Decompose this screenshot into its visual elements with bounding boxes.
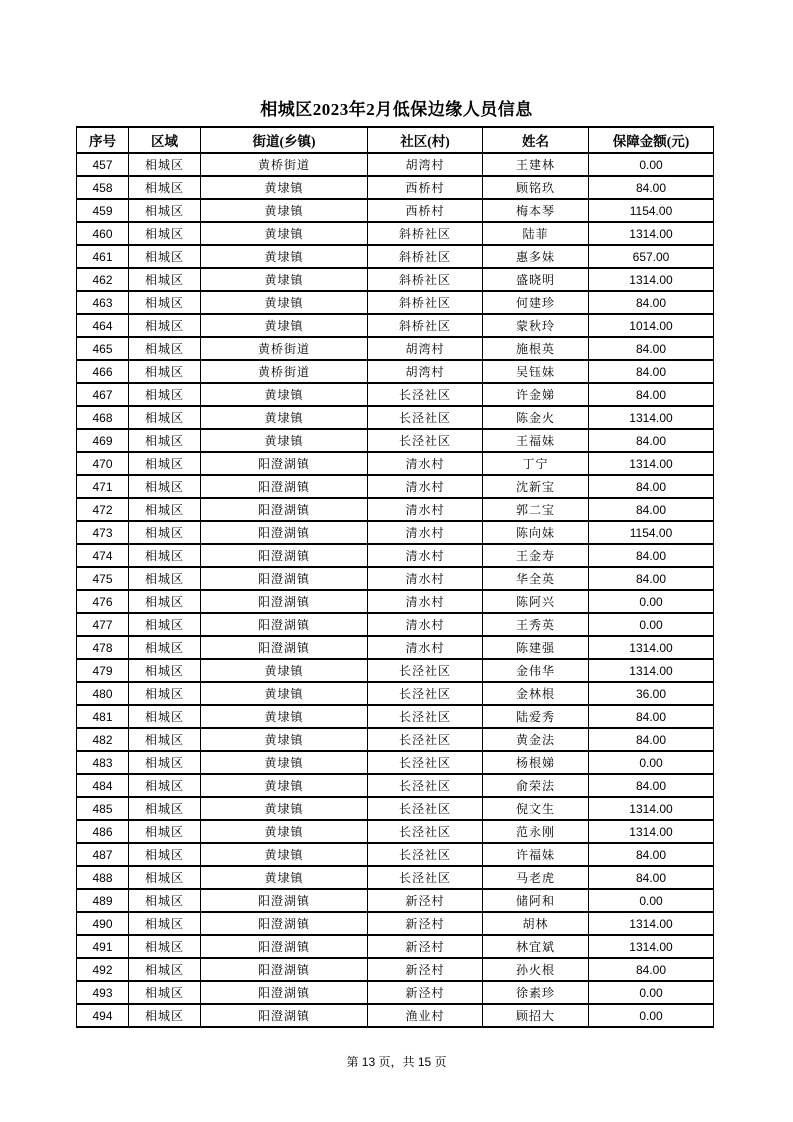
cell-amount: 1314.00 <box>589 659 714 682</box>
cell-seq: 491 <box>77 935 129 958</box>
cell-name: 金林根 <box>483 682 589 705</box>
cell-street: 黄埭镇 <box>201 866 368 889</box>
cell-seq: 472 <box>77 498 129 521</box>
cell-district: 相城区 <box>129 935 201 958</box>
cell-amount: 84.00 <box>589 475 714 498</box>
cell-district: 相城区 <box>129 429 201 452</box>
cell-seq: 482 <box>77 728 129 751</box>
cell-street: 阳澄湖镇 <box>201 475 368 498</box>
cell-name: 顾铭玖 <box>483 176 589 199</box>
cell-amount: 84.00 <box>589 958 714 981</box>
cell-community: 长泾社区 <box>368 751 483 774</box>
cell-district: 相城区 <box>129 176 201 199</box>
cell-district: 相城区 <box>129 360 201 383</box>
cell-street: 黄埭镇 <box>201 199 368 222</box>
cell-name: 陈向妹 <box>483 521 589 544</box>
table-row <box>77 590 714 613</box>
cell-seq: 480 <box>77 682 129 705</box>
table-row <box>77 958 714 981</box>
cell-seq: 487 <box>77 843 129 866</box>
cell-district: 相城区 <box>129 498 201 521</box>
cell-district: 相城区 <box>129 452 201 475</box>
cell-amount: 1154.00 <box>589 199 714 222</box>
cell-district: 相城区 <box>129 751 201 774</box>
cell-street: 黄埭镇 <box>201 705 368 728</box>
cell-community: 新泾村 <box>368 981 483 1004</box>
cell-street: 阳澄湖镇 <box>201 636 368 659</box>
table-row <box>77 452 714 475</box>
table-row <box>77 843 714 866</box>
cell-district: 相城区 <box>129 383 201 406</box>
cell-name: 梅本琴 <box>483 199 589 222</box>
cell-street: 阳澄湖镇 <box>201 889 368 912</box>
cell-community: 斜桥社区 <box>368 245 483 268</box>
cell-community: 清水村 <box>368 613 483 636</box>
cell-community: 斜桥社区 <box>368 222 483 245</box>
cell-district: 相城区 <box>129 636 201 659</box>
cell-name: 金伟华 <box>483 659 589 682</box>
table-row <box>77 544 714 567</box>
cell-seq: 490 <box>77 912 129 935</box>
page-title: 相城区2023年2月低保边缘人员信息 <box>260 100 533 119</box>
cell-community: 长泾社区 <box>368 843 483 866</box>
table-row <box>77 337 714 360</box>
cell-street: 黄桥街道 <box>201 153 368 176</box>
table-row <box>77 406 714 429</box>
cell-community: 新泾村 <box>368 889 483 912</box>
cell-seq: 460 <box>77 222 129 245</box>
cell-amount: 1314.00 <box>589 406 714 429</box>
cell-community: 长泾社区 <box>368 728 483 751</box>
cell-community: 清水村 <box>368 590 483 613</box>
cell-seq: 488 <box>77 866 129 889</box>
cell-amount: 36.00 <box>589 682 714 705</box>
cell-community: 胡湾村 <box>368 153 483 176</box>
cell-amount: 1014.00 <box>589 314 714 337</box>
cell-community: 西桥村 <box>368 176 483 199</box>
cell-community: 长泾社区 <box>368 682 483 705</box>
cell-district: 相城区 <box>129 797 201 820</box>
cell-amount: 657.00 <box>589 245 714 268</box>
cell-name: 陆菲 <box>483 222 589 245</box>
cell-community: 长泾社区 <box>368 705 483 728</box>
cell-community: 新泾村 <box>368 958 483 981</box>
cell-name: 吴钰妹 <box>483 360 589 383</box>
cell-street: 黄埭镇 <box>201 383 368 406</box>
cell-name: 顾招大 <box>483 1004 589 1027</box>
table-row <box>77 912 714 935</box>
cell-amount: 84.00 <box>589 498 714 521</box>
cell-name: 丁宁 <box>483 452 589 475</box>
cell-street: 黄桥街道 <box>201 360 368 383</box>
cell-name: 胡林 <box>483 912 589 935</box>
cell-seq: 462 <box>77 268 129 291</box>
column-header-community: 社区(村) <box>368 127 483 153</box>
cell-district: 相城区 <box>129 820 201 843</box>
cell-district: 相城区 <box>129 912 201 935</box>
cell-street: 阳澄湖镇 <box>201 613 368 636</box>
cell-street: 阳澄湖镇 <box>201 958 368 981</box>
cell-amount: 0.00 <box>589 1004 714 1027</box>
table-row <box>77 728 714 751</box>
cell-community: 胡湾村 <box>368 360 483 383</box>
table-header-row <box>77 127 714 153</box>
cell-name: 陆爱秀 <box>483 705 589 728</box>
cell-amount: 84.00 <box>589 866 714 889</box>
cell-name: 王福妹 <box>483 429 589 452</box>
cell-amount: 84.00 <box>589 843 714 866</box>
cell-seq: 494 <box>77 1004 129 1027</box>
cell-district: 相城区 <box>129 521 201 544</box>
cell-seq: 473 <box>77 521 129 544</box>
cell-community: 清水村 <box>368 452 483 475</box>
benefits-table <box>76 126 714 1028</box>
cell-seq: 466 <box>77 360 129 383</box>
cell-community: 清水村 <box>368 567 483 590</box>
table-row <box>77 751 714 774</box>
cell-name: 王秀英 <box>483 613 589 636</box>
cell-seq: 470 <box>77 452 129 475</box>
table-row <box>77 222 714 245</box>
cell-community: 长泾社区 <box>368 774 483 797</box>
cell-seq: 475 <box>77 567 129 590</box>
cell-amount: 1314.00 <box>589 268 714 291</box>
cell-name: 郭二宝 <box>483 498 589 521</box>
cell-name: 俞荣法 <box>483 774 589 797</box>
cell-amount: 0.00 <box>589 153 714 176</box>
table-row <box>77 705 714 728</box>
cell-amount: 1314.00 <box>589 636 714 659</box>
table-row <box>77 475 714 498</box>
cell-name: 许福妹 <box>483 843 589 866</box>
cell-district: 相城区 <box>129 544 201 567</box>
cell-name: 林宜斌 <box>483 935 589 958</box>
cell-name: 倪文生 <box>483 797 589 820</box>
cell-community: 胡湾村 <box>368 337 483 360</box>
table-row <box>77 291 714 314</box>
cell-street: 黄埭镇 <box>201 728 368 751</box>
cell-street: 黄埭镇 <box>201 176 368 199</box>
cell-seq: 465 <box>77 337 129 360</box>
cell-seq: 461 <box>77 245 129 268</box>
cell-amount: 84.00 <box>589 728 714 751</box>
table-row <box>77 567 714 590</box>
cell-district: 相城区 <box>129 774 201 797</box>
cell-name: 陈金火 <box>483 406 589 429</box>
column-header-district: 区域 <box>129 127 201 153</box>
cell-district: 相城区 <box>129 1004 201 1027</box>
cell-street: 黄埭镇 <box>201 751 368 774</box>
table-row <box>77 429 714 452</box>
cell-street: 阳澄湖镇 <box>201 590 368 613</box>
cell-seq: 477 <box>77 613 129 636</box>
column-header-amount: 保障金额(元) <box>589 127 714 153</box>
cell-district: 相城区 <box>129 728 201 751</box>
table-row <box>77 636 714 659</box>
table-row <box>77 360 714 383</box>
cell-community: 清水村 <box>368 521 483 544</box>
cell-community: 长泾社区 <box>368 659 483 682</box>
table-row <box>77 245 714 268</box>
cell-name: 何建珍 <box>483 291 589 314</box>
cell-community: 清水村 <box>368 475 483 498</box>
cell-amount: 1314.00 <box>589 452 714 475</box>
cell-community: 新泾村 <box>368 912 483 935</box>
cell-seq: 464 <box>77 314 129 337</box>
cell-seq: 485 <box>77 797 129 820</box>
cell-seq: 458 <box>77 176 129 199</box>
cell-district: 相城区 <box>129 153 201 176</box>
cell-amount: 84.00 <box>589 291 714 314</box>
cell-name: 沈新宝 <box>483 475 589 498</box>
cell-seq: 493 <box>77 981 129 1004</box>
table-row <box>77 613 714 636</box>
cell-district: 相城区 <box>129 567 201 590</box>
cell-street: 黄桥街道 <box>201 337 368 360</box>
cell-street: 黄埭镇 <box>201 245 368 268</box>
cell-seq: 468 <box>77 406 129 429</box>
cell-name: 华全英 <box>483 567 589 590</box>
cell-community: 长泾社区 <box>368 797 483 820</box>
cell-amount: 1314.00 <box>589 912 714 935</box>
cell-amount: 0.00 <box>589 751 714 774</box>
cell-community: 渔业村 <box>368 1004 483 1027</box>
cell-amount: 1154.00 <box>589 521 714 544</box>
cell-seq: 484 <box>77 774 129 797</box>
table-row <box>77 820 714 843</box>
cell-community: 斜桥社区 <box>368 291 483 314</box>
table-row <box>77 659 714 682</box>
cell-name: 许金娣 <box>483 383 589 406</box>
cell-amount: 1314.00 <box>589 820 714 843</box>
cell-street: 黄埭镇 <box>201 291 368 314</box>
cell-community: 长泾社区 <box>368 406 483 429</box>
cell-seq: 478 <box>77 636 129 659</box>
cell-amount: 1314.00 <box>589 222 714 245</box>
column-header-name: 姓名 <box>483 127 589 153</box>
page-number-footer: 第 13 页，共 15 页 <box>346 1055 447 1069</box>
cell-seq: 489 <box>77 889 129 912</box>
cell-name: 范永刚 <box>483 820 589 843</box>
cell-street: 阳澄湖镇 <box>201 1004 368 1027</box>
cell-amount: 1314.00 <box>589 935 714 958</box>
cell-name: 盛晓明 <box>483 268 589 291</box>
cell-amount: 0.00 <box>589 613 714 636</box>
cell-street: 黄埭镇 <box>201 843 368 866</box>
cell-community: 长泾社区 <box>368 429 483 452</box>
cell-amount: 84.00 <box>589 544 714 567</box>
table-row <box>77 682 714 705</box>
table-row <box>77 176 714 199</box>
cell-community: 长泾社区 <box>368 383 483 406</box>
cell-seq: 471 <box>77 475 129 498</box>
cell-name: 陈建强 <box>483 636 589 659</box>
cell-street: 阳澄湖镇 <box>201 521 368 544</box>
cell-seq: 481 <box>77 705 129 728</box>
cell-community: 新泾村 <box>368 935 483 958</box>
cell-street: 黄埭镇 <box>201 820 368 843</box>
cell-district: 相城区 <box>129 199 201 222</box>
cell-community: 长泾社区 <box>368 820 483 843</box>
cell-name: 王建林 <box>483 153 589 176</box>
table-row <box>77 268 714 291</box>
cell-seq: 476 <box>77 590 129 613</box>
cell-seq: 486 <box>77 820 129 843</box>
cell-district: 相城区 <box>129 222 201 245</box>
cell-amount: 84.00 <box>589 383 714 406</box>
cell-district: 相城区 <box>129 268 201 291</box>
cell-district: 相城区 <box>129 314 201 337</box>
cell-district: 相城区 <box>129 889 201 912</box>
cell-seq: 479 <box>77 659 129 682</box>
cell-amount: 84.00 <box>589 176 714 199</box>
cell-amount: 84.00 <box>589 567 714 590</box>
cell-community: 西桥村 <box>368 199 483 222</box>
cell-district: 相城区 <box>129 705 201 728</box>
table-row <box>77 889 714 912</box>
cell-seq: 492 <box>77 958 129 981</box>
cell-name: 杨根娣 <box>483 751 589 774</box>
cell-district: 相城区 <box>129 337 201 360</box>
table-row <box>77 153 714 176</box>
cell-seq: 457 <box>77 153 129 176</box>
cell-street: 黄埭镇 <box>201 406 368 429</box>
cell-street: 阳澄湖镇 <box>201 544 368 567</box>
table-row <box>77 383 714 406</box>
cell-name: 徐素珍 <box>483 981 589 1004</box>
cell-district: 相城区 <box>129 843 201 866</box>
cell-name: 惠多妹 <box>483 245 589 268</box>
cell-street: 阳澄湖镇 <box>201 935 368 958</box>
cell-street: 阳澄湖镇 <box>201 981 368 1004</box>
cell-name: 蒙秋玲 <box>483 314 589 337</box>
cell-name: 王金寿 <box>483 544 589 567</box>
cell-community: 清水村 <box>368 544 483 567</box>
table-row <box>77 1004 714 1027</box>
table-row <box>77 935 714 958</box>
cell-street: 黄埭镇 <box>201 774 368 797</box>
cell-district: 相城区 <box>129 590 201 613</box>
cell-community: 清水村 <box>368 498 483 521</box>
cell-street: 黄埭镇 <box>201 314 368 337</box>
column-header-seq: 序号 <box>77 127 129 153</box>
cell-seq: 463 <box>77 291 129 314</box>
cell-name: 储阿和 <box>483 889 589 912</box>
table-row <box>77 981 714 1004</box>
cell-district: 相城区 <box>129 958 201 981</box>
cell-street: 阳澄湖镇 <box>201 452 368 475</box>
cell-amount: 0.00 <box>589 889 714 912</box>
cell-amount: 0.00 <box>589 981 714 1004</box>
cell-street: 黄埭镇 <box>201 659 368 682</box>
cell-district: 相城区 <box>129 406 201 429</box>
cell-name: 施根英 <box>483 337 589 360</box>
cell-name: 孙火根 <box>483 958 589 981</box>
cell-district: 相城区 <box>129 245 201 268</box>
table-row <box>77 866 714 889</box>
cell-amount: 1314.00 <box>589 797 714 820</box>
cell-amount: 84.00 <box>589 360 714 383</box>
cell-street: 黄埭镇 <box>201 222 368 245</box>
cell-seq: 469 <box>77 429 129 452</box>
cell-district: 相城区 <box>129 682 201 705</box>
table-row <box>77 498 714 521</box>
cell-name: 马老虎 <box>483 866 589 889</box>
cell-amount: 84.00 <box>589 337 714 360</box>
cell-district: 相城区 <box>129 659 201 682</box>
table-row <box>77 521 714 544</box>
cell-district: 相城区 <box>129 475 201 498</box>
cell-community: 斜桥社区 <box>368 268 483 291</box>
cell-street: 黄埭镇 <box>201 268 368 291</box>
cell-amount: 84.00 <box>589 705 714 728</box>
cell-name: 陈阿兴 <box>483 590 589 613</box>
cell-name: 黄金法 <box>483 728 589 751</box>
cell-amount: 84.00 <box>589 429 714 452</box>
table-body <box>77 153 714 1027</box>
cell-street: 阳澄湖镇 <box>201 498 368 521</box>
cell-district: 相城区 <box>129 981 201 1004</box>
cell-seq: 459 <box>77 199 129 222</box>
cell-seq: 474 <box>77 544 129 567</box>
cell-community: 长泾社区 <box>368 866 483 889</box>
cell-street: 黄埭镇 <box>201 429 368 452</box>
table-row <box>77 797 714 820</box>
cell-amount: 0.00 <box>589 590 714 613</box>
cell-street: 阳澄湖镇 <box>201 912 368 935</box>
cell-street: 阳澄湖镇 <box>201 567 368 590</box>
cell-street: 黄埭镇 <box>201 797 368 820</box>
table-row <box>77 199 714 222</box>
cell-seq: 483 <box>77 751 129 774</box>
cell-seq: 467 <box>77 383 129 406</box>
cell-district: 相城区 <box>129 866 201 889</box>
table-row <box>77 314 714 337</box>
cell-district: 相城区 <box>129 291 201 314</box>
cell-district: 相城区 <box>129 613 201 636</box>
cell-amount: 84.00 <box>589 774 714 797</box>
cell-community: 清水村 <box>368 636 483 659</box>
cell-community: 斜桥社区 <box>368 314 483 337</box>
column-header-street: 街道(乡镇) <box>201 127 368 153</box>
table-row <box>77 774 714 797</box>
cell-street: 黄埭镇 <box>201 682 368 705</box>
